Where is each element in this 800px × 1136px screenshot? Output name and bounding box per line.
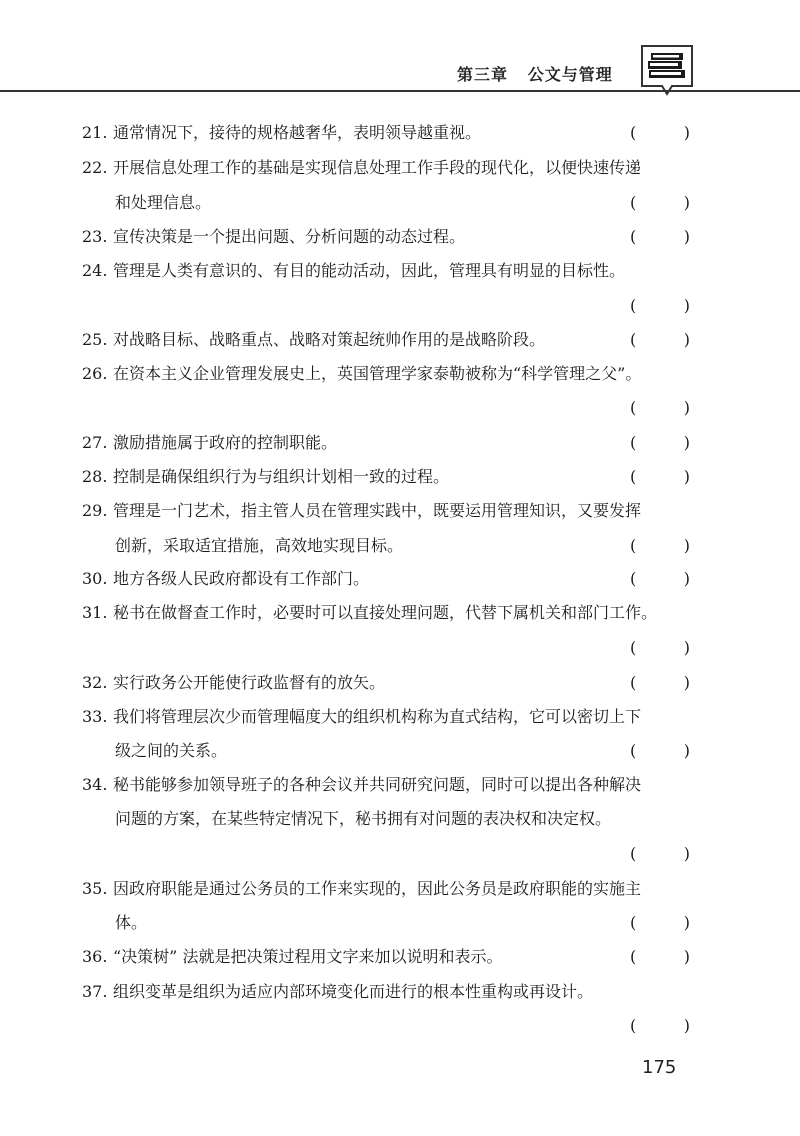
question-29 <box>0 499 800 523</box>
question-number: 30. <box>82 569 108 588</box>
question-text-cont: 创新，采取适宜措施，高效地实现目标。 <box>115 536 404 555</box>
question-text: 秘书在做督查工作时，必要时可以直接处理问题，代替下属机关和部门工作。 <box>113 603 658 622</box>
chapter-title: 公文与管理 <box>527 65 613 84</box>
question-text: 控制是确保组织行为与组织计划相一致的过程。 <box>113 467 450 486</box>
question-35-cont <box>0 911 800 935</box>
question-number: 32. <box>82 673 108 692</box>
question-number: 31. <box>82 603 108 622</box>
answer-blank[interactable]: ( ) <box>630 844 690 863</box>
page-number: 175 <box>642 1057 677 1078</box>
answer-blank[interactable]: ( ) <box>630 296 690 315</box>
question-text: 管理是一门艺术，指主管人员在管理实践中，既要运用管理知识，又要发挥 <box>113 501 642 520</box>
question-26-blank <box>0 396 800 420</box>
answer-blank[interactable]: ( ) <box>630 947 690 966</box>
question-text: 我们将管理层次少而管理幅度大的组织机构称为直式结构，它可以密切上下 <box>113 707 642 726</box>
question-34-cont <box>0 807 800 831</box>
question-text-cont: 级之间的关系。 <box>115 741 228 760</box>
answer-blank[interactable]: ( ) <box>630 433 690 452</box>
question-number: 36. <box>82 947 108 966</box>
answer-blank[interactable]: ( ) <box>630 467 690 486</box>
question-number: 28. <box>82 467 108 486</box>
question-text: “决策树” 法就是把决策过程用文字来加以说明和表示。 <box>113 947 503 966</box>
question-number: 25. <box>82 330 108 349</box>
question-28 <box>0 465 800 489</box>
question-24 <box>0 259 800 283</box>
question-31-blank <box>0 636 800 660</box>
question-text: 地方各级人民政府都设有工作部门。 <box>113 569 370 588</box>
question-number: 21. <box>82 123 108 142</box>
header-rule <box>0 90 800 92</box>
question-text-cont: 和处理信息。 <box>115 193 212 212</box>
question-number: 29. <box>82 501 108 520</box>
answer-blank[interactable]: ( ) <box>630 330 690 349</box>
question-number: 23. <box>82 227 108 246</box>
answer-blank[interactable]: ( ) <box>630 638 690 657</box>
question-number: 35. <box>82 879 108 898</box>
question-23 <box>0 225 800 249</box>
question-34 <box>0 773 800 797</box>
answer-blank[interactable]: ( ) <box>630 123 690 142</box>
question-22-cont <box>0 191 800 215</box>
question-37 <box>0 980 800 1004</box>
answer-blank[interactable]: ( ) <box>630 227 690 246</box>
question-text: 通常情况下，接待的规格越奢华，表明领导越重视。 <box>113 123 482 142</box>
question-number: 22. <box>82 158 108 177</box>
question-text: 对战略目标、战略重点、战略对策起统帅作用的是战略阶段。 <box>113 330 546 349</box>
question-30 <box>0 567 800 591</box>
answer-blank[interactable]: ( ) <box>630 569 690 588</box>
question-number: 33. <box>82 707 108 726</box>
question-34-blank <box>0 842 800 866</box>
question-number: 37. <box>82 982 108 1001</box>
question-36 <box>0 945 800 969</box>
question-22 <box>0 156 800 180</box>
running-header <box>457 62 613 85</box>
question-number: 26. <box>82 364 108 383</box>
question-number: 27. <box>82 433 108 452</box>
question-number: 24. <box>82 261 108 280</box>
question-text: 实行政务公开能使行政监督有的放矢。 <box>113 673 386 692</box>
question-35 <box>0 877 800 901</box>
chapter-label: 第三章 <box>457 65 509 84</box>
answer-blank[interactable]: ( ) <box>630 398 690 417</box>
question-text: 因政府职能是通过公务员的工作来实现的，因此公务员是政府职能的实施主 <box>113 879 642 898</box>
books-icon <box>640 44 694 96</box>
question-text: 开展信息处理工作的基础是实现信息处理工作手段的现代化，以便快速传递 <box>113 158 642 177</box>
question-21 <box>0 121 800 145</box>
question-text: 秘书能够参加领导班子的各种会议并共同研究问题，同时可以提出各种解决 <box>113 775 642 794</box>
question-37-blank <box>0 1014 800 1038</box>
answer-blank[interactable]: ( ) <box>630 536 690 555</box>
answer-blank[interactable]: ( ) <box>630 193 690 212</box>
question-29-cont <box>0 534 800 558</box>
question-33-cont <box>0 739 800 763</box>
answer-blank[interactable]: ( ) <box>630 913 690 932</box>
question-text-cont: 问题的方案，在某些特定情况下，秘书拥有对问题的表决权和决定权。 <box>115 809 612 828</box>
question-25 <box>0 328 800 352</box>
question-text: 管理是人类有意识的、有目的能动活动，因此，管理具有明显的目标性。 <box>113 261 626 280</box>
question-24-blank <box>0 294 800 318</box>
question-33 <box>0 705 800 729</box>
question-text: 组织变革是组织为适应内部环境变化而进行的根本性重构或再设计。 <box>113 982 594 1001</box>
question-27 <box>0 431 800 455</box>
question-31 <box>0 601 800 625</box>
answer-blank[interactable]: ( ) <box>630 673 690 692</box>
question-number: 34. <box>82 775 108 794</box>
question-text-cont: 体。 <box>115 913 148 932</box>
question-32 <box>0 671 800 695</box>
question-text: 宣传决策是一个提出问题、分析问题的动态过程。 <box>113 227 466 246</box>
question-text: 激励措施属于政府的控制职能。 <box>113 433 338 452</box>
question-26 <box>0 362 800 386</box>
question-text: 在资本主义企业管理发展史上，英国管理学家泰勒被称为“科学管理之父”。 <box>113 364 642 383</box>
answer-blank[interactable]: ( ) <box>630 741 690 760</box>
answer-blank[interactable]: ( ) <box>630 1016 690 1035</box>
